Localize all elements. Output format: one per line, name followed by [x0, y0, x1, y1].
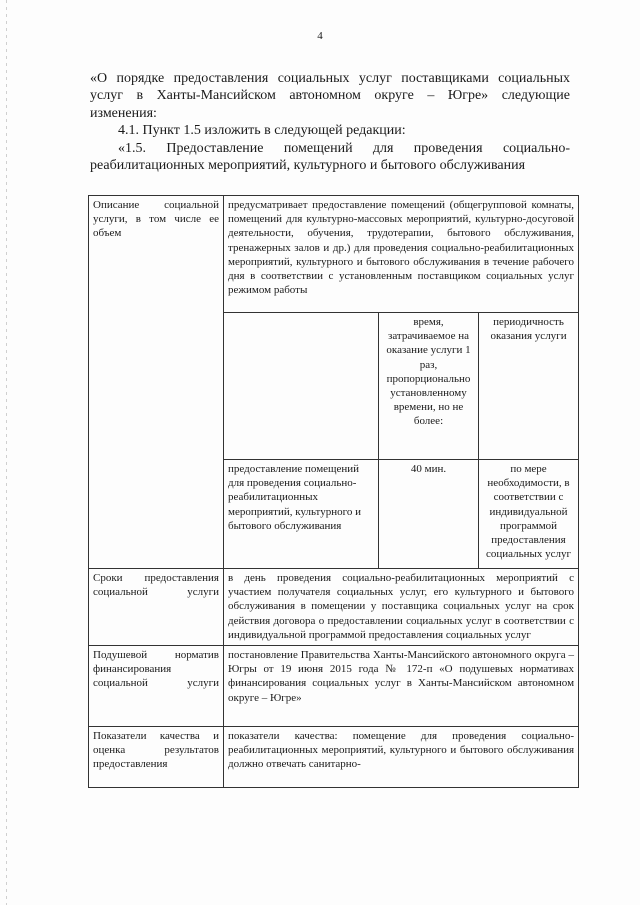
intro-line: изменения:: [90, 105, 157, 121]
row-label-quality: Показатели качества и оценка результатов предоставления: [89, 727, 224, 788]
table-row-quality: [89, 727, 579, 788]
section-heading-line: реабилитационных мероприятий, культурного и бытового обслуживания: [90, 158, 526, 174]
scan-edge-mark: [6, 0, 7, 905]
page-number: 4: [317, 30, 323, 42]
intro-line: услуг в Ханты-Мансийском автономном округе – Югре» следующие: [90, 88, 570, 104]
empty-header-cell: [224, 313, 379, 460]
row-label-description: Описание социальной услуги, в том числе ее объем: [89, 196, 224, 569]
row-label-funding: Подушевой норматив финансирования социальной услуги: [89, 646, 224, 727]
table-row-description: [89, 196, 579, 313]
table-row-terms: [89, 569, 579, 646]
description-text: предусматривает предоставление помещений (общегрупповой комнаты, помещений для культурно-массовых мероприятий, культурно-досуговой деятельности, обучения, трудотерапии, бытового обслуживания, тренажерных залов и др.) для проведения социально-реабилитационных мероприятий, культурного и бытового обслуживания в течение рабочего дня в соответствии с установленным поставщиком социальных услуг режимом работы: [224, 196, 579, 313]
quality-text: показатели качества: помещение для проведения социально-реабилитационных мероприятий, культурного и бытового обслуживания должно отвечать санитарно-: [224, 727, 579, 788]
intro-text: [90, 70, 570, 174]
intro-line: «О порядке предоставления социальных услуг поставщиками социальных: [90, 71, 570, 86]
terms-text: в день проведения социально-реабилитационных мероприятий с участием получателя социальных услуг, его культурного и бытового обслуживания в помещении у поставщика социальных услуг на срок действия договора о предоставлении социальных услуг в соответствии с индивидуальной программой предоставления социальных услуг: [224, 569, 579, 646]
header-frequency: периодичность оказания услуги: [479, 313, 579, 460]
header-time: время, затрачиваемое на оказание услуги 1 раз, пропорционально установленному времени, но не более:: [379, 313, 479, 460]
funding-text: постановление Правительства Ханты-Мансийского автономного округа – Югры от 19 июня 2015 года № 172-п «О подушевых нормативах финансирования социальных услуг в Ханты-Мансийском автономном округе – Югре»: [224, 646, 579, 727]
service-table: [88, 195, 579, 788]
service-frequency: по мере необходимости, в соответствии с индивидуальной программой предоставления социальных услуг: [479, 460, 579, 569]
service-time: 40 мин.: [379, 460, 479, 569]
section-heading-line: «1.5. Предоставление помещений для проведения социально-: [118, 140, 570, 156]
service-name: предоставление помещений для проведения социально-реабилитационных мероприятий, культурного и бытового обслуживания: [224, 460, 379, 569]
amendment-line: 4.1. Пункт 1.5 изложить в следующей редакции:: [118, 123, 406, 139]
row-label-terms: Сроки предоставления социальной услуги: [89, 569, 224, 646]
table-row-funding: [89, 646, 579, 727]
